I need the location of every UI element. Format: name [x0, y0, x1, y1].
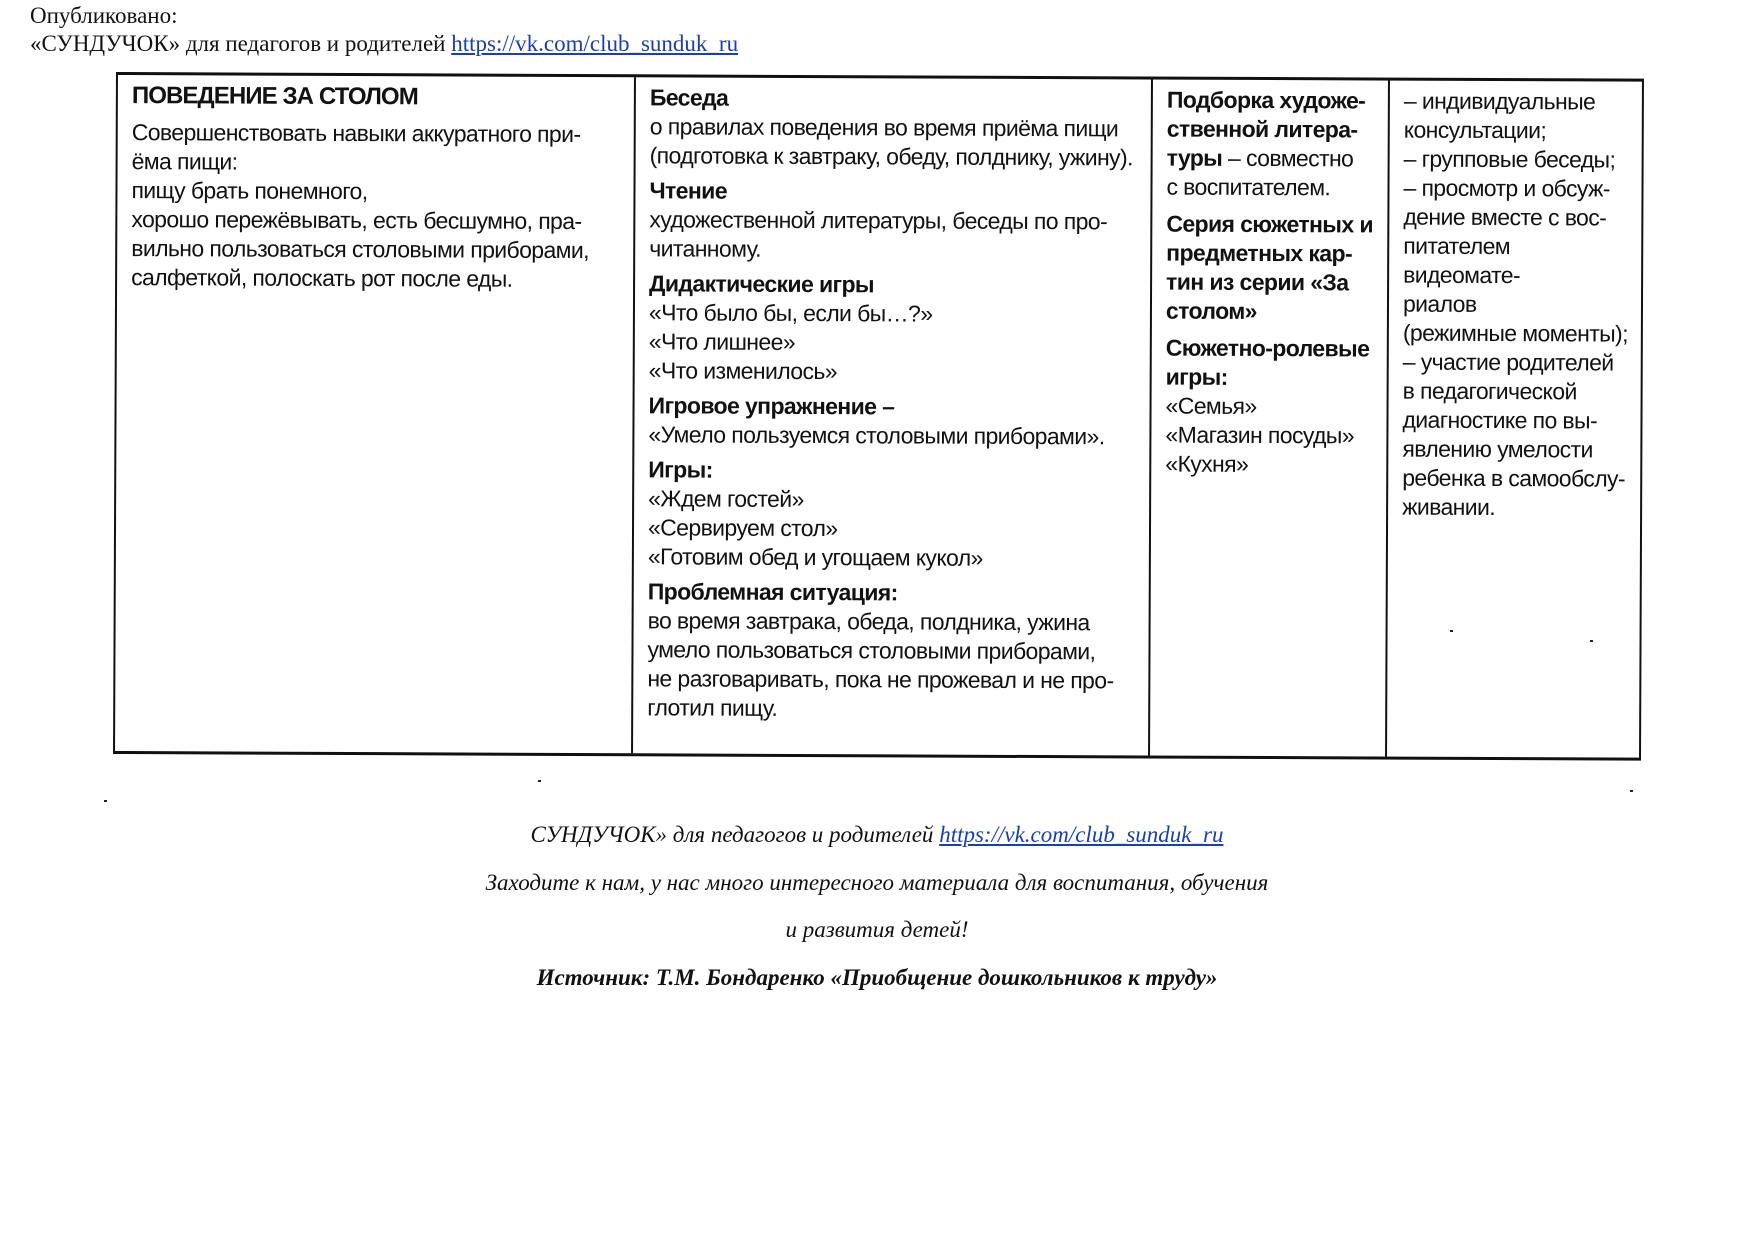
footer-prefix: СУНДУЧОК» для педагогов и родителей	[530, 822, 940, 847]
parents-line: диагностике по вы-	[1402, 406, 1598, 434]
activity-block	[649, 176, 1140, 265]
footer-invite-line-2: и развития детей!	[785, 917, 969, 942]
materials-line: «Магазин посуды»	[1165, 421, 1355, 449]
parents-line: – групповые беседы;	[1403, 145, 1616, 173]
materials-block	[1165, 334, 1377, 480]
materials-line: с воспитателем.	[1166, 173, 1331, 201]
scan-speck	[1450, 630, 1453, 632]
goal-line: вильно пользоваться столовыми приборами,	[131, 235, 590, 264]
column-goals	[115, 75, 636, 753]
activity-line: «Что было бы, если бы…?»	[648, 299, 933, 327]
parents-line: ребенка в самообслу-	[1402, 464, 1626, 492]
parents-line: явлению умелости	[1402, 435, 1593, 463]
scan-speck	[1630, 790, 1633, 792]
activity-line: (подготовка к завтраку, обеду, полднику, ужину).	[649, 142, 1133, 171]
goal-line: ёма пищи:	[131, 148, 238, 175]
parents-line: – участие родителей	[1402, 348, 1614, 376]
materials-line: ственной литера-	[1166, 115, 1358, 143]
activity-line: умело пользоваться столовыми приборами,	[647, 636, 1096, 665]
materials-line: «Семья»	[1165, 392, 1257, 419]
activity-line: глотил пищу.	[647, 694, 778, 721]
activity-line: художественной литературы, беседы по про-	[649, 206, 1108, 235]
materials-line: «Кухня»	[1165, 450, 1249, 477]
activity-block	[647, 577, 1139, 724]
goal-line: хорошо пережёвывать, есть бесшумно, пра-	[131, 206, 582, 235]
content-table	[113, 72, 1644, 761]
activity-heading: Дидактические игры	[649, 270, 875, 298]
source-line	[30, 30, 738, 58]
page-header	[30, 2, 738, 58]
materials-line: Серия сюжетных и	[1166, 210, 1373, 238]
published-label: Опубликовано:	[30, 3, 178, 28]
parents-line: риалов	[1402, 290, 1477, 317]
materials-tail: – совместно	[1222, 144, 1354, 172]
column-parents	[1387, 81, 1642, 758]
activity-line: «Что лишнее»	[648, 328, 796, 355]
goal-line: пищу брать понемного,	[131, 177, 368, 205]
materials-line: тин из серии «За	[1166, 268, 1349, 296]
activity-line: не разговаривать, пока не прожевал и не про-	[647, 665, 1114, 694]
activity-line: «Готовим обед и угощаем кукол»	[647, 543, 983, 571]
activity-block	[648, 455, 1140, 573]
goal-line: Совершенствовать навыки аккуратного при-	[131, 119, 581, 148]
activity-line: «Ждем гостей»	[648, 485, 804, 513]
parents-line: – просмотр и обсуж-	[1403, 174, 1610, 202]
materials-block	[1166, 210, 1378, 327]
materials-line: столом»	[1165, 297, 1257, 324]
materials-line: Подборка художе-	[1166, 86, 1366, 114]
parents-line: (режимные моменты);	[1402, 319, 1629, 347]
materials-line: Сюжетно-ролевые	[1165, 334, 1370, 362]
materials-block	[1166, 86, 1378, 203]
source-prefix: «СУНДУЧОК» для педагогов и родителей	[30, 31, 452, 56]
scan-speck	[1590, 640, 1593, 642]
header-vk-link[interactable]: https://vk.com/club_sunduk_ru	[451, 31, 739, 56]
activity-line: «Сервируем стол»	[647, 514, 838, 542]
parents-line: живании.	[1402, 493, 1496, 521]
scan-speck	[104, 800, 107, 802]
materials-line: игры:	[1165, 363, 1228, 390]
activity-heading: Беседа	[649, 84, 729, 111]
section-title: ПОВЕДЕНИЕ ЗА СТОЛОМ	[131, 82, 418, 111]
activity-line: о правилах поведения во время приёма пищи	[649, 113, 1119, 142]
activity-line: «Умело пользуемся столовыми приборами».	[648, 421, 1105, 450]
footer-invite-line: Заходите к нам, у нас много интересного материала для воспитания, обучения	[485, 870, 1269, 895]
column-activities	[633, 77, 1153, 755]
materials-line	[1167, 144, 1378, 174]
materials-line: предметных кар-	[1166, 239, 1353, 267]
footer-source-line	[0, 822, 1754, 848]
activity-heading: Проблемная ситуация:	[647, 578, 898, 606]
activity-block	[648, 391, 1139, 451]
activity-heading: Чтение	[649, 177, 727, 204]
parents-line: – индивидуальные	[1403, 87, 1596, 115]
scan-speck	[538, 780, 541, 782]
activity-heading: Игры:	[648, 456, 713, 483]
activity-block	[649, 269, 1141, 387]
materials-bold-end: туры	[1166, 144, 1223, 171]
activity-heading: Игровое упражнение –	[648, 392, 895, 420]
activity-block	[650, 83, 1141, 172]
footer-vk-link[interactable]: https://vk.com/club_sunduk_ru	[939, 822, 1224, 847]
parents-line: дение вместе с вос-	[1403, 203, 1607, 231]
activity-line: во время завтрака, обеда, полдника, ужина	[647, 607, 1090, 636]
parents-line: консультации;	[1403, 116, 1547, 144]
goal-line: салфеткой, полоскать рот после еды.	[131, 264, 513, 292]
activity-line: читанному.	[649, 235, 762, 262]
parents-line: в педагогической	[1402, 377, 1577, 405]
activity-line: «Что изменилось»	[648, 357, 838, 385]
parents-line: питателем видеомате-	[1403, 232, 1521, 289]
column-materials	[1150, 80, 1390, 757]
footer-citation: Источник: Т.М. Бондаренко «Приобщение дошкольников к труду»	[536, 965, 1218, 990]
